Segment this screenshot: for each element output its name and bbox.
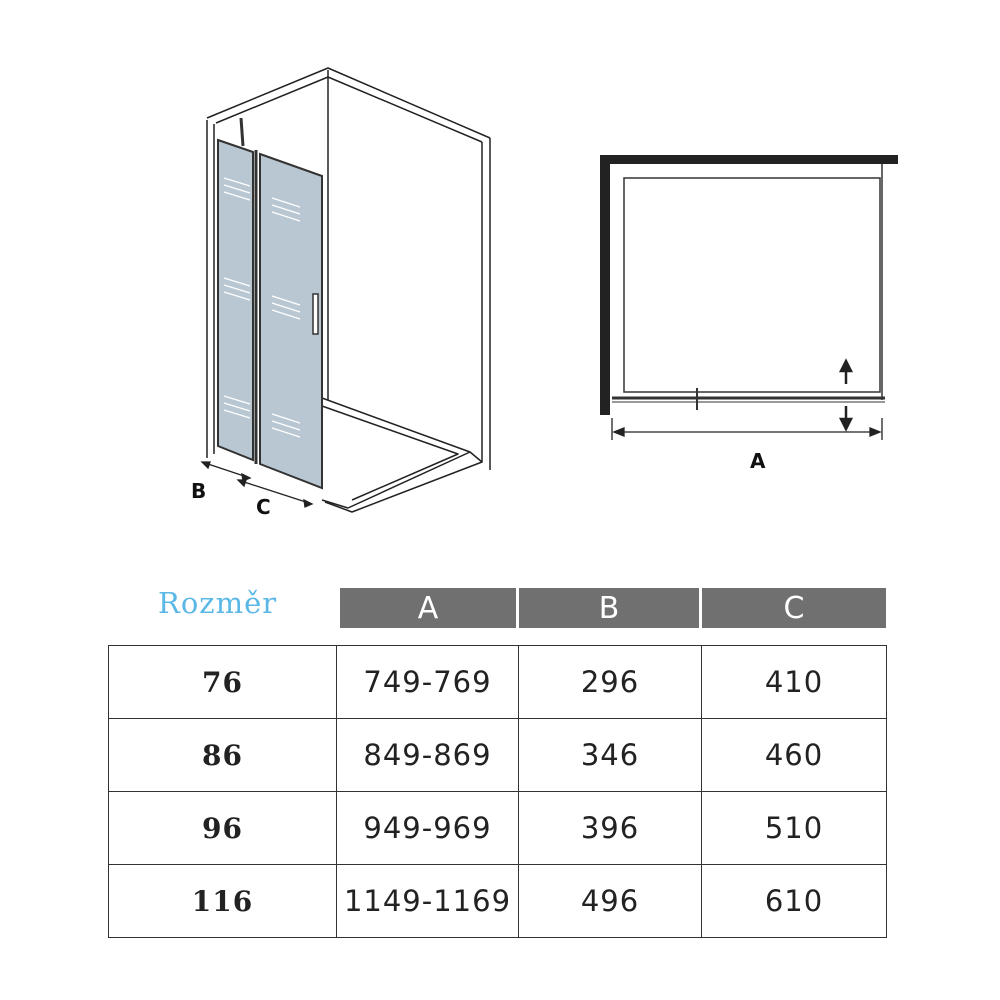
table-row <box>109 646 887 719</box>
value-b-cell: 346 <box>519 719 702 792</box>
size-cell: 96 <box>109 792 337 865</box>
value-c-cell: 610 <box>702 865 887 938</box>
value-c-cell: 460 <box>702 719 887 792</box>
value-b-cell: 296 <box>519 646 702 719</box>
column-header-a: A <box>340 588 516 628</box>
value-c-cell: 510 <box>702 792 887 865</box>
size-cell: 116 <box>109 865 337 938</box>
column-header-b: B <box>519 588 699 628</box>
dimension-label-b: B <box>191 479 207 503</box>
value-a-cell: 749-769 <box>337 646 519 719</box>
value-b-cell: 496 <box>519 865 702 938</box>
shower-tray-outline <box>624 178 880 392</box>
value-a-cell: 1149-1169 <box>337 865 519 938</box>
dimension-table <box>108 645 887 938</box>
size-cell: 76 <box>109 646 337 719</box>
side-wall <box>600 155 610 415</box>
value-a-cell: 849-869 <box>337 719 519 792</box>
size-cell: 86 <box>109 719 337 792</box>
table-row <box>109 792 887 865</box>
column-header-c: C <box>702 588 886 628</box>
table-row <box>109 865 887 938</box>
table-heading: Rozměr <box>158 586 278 620</box>
value-a-cell: 949-969 <box>337 792 519 865</box>
back-wall <box>600 155 898 164</box>
table-row <box>109 719 887 792</box>
value-c-cell: 410 <box>702 646 887 719</box>
dimension-label-a: A <box>750 449 766 473</box>
dimension-label-c: C <box>256 495 271 519</box>
value-b-cell: 396 <box>519 792 702 865</box>
